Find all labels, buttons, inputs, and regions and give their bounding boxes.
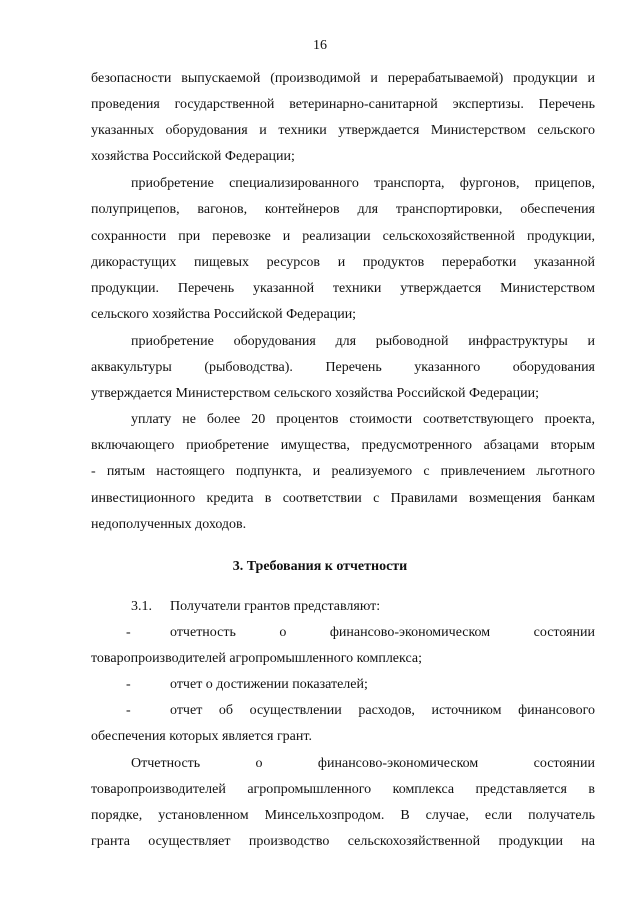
text-line: сохранности при перевозке и реализации сельскохозяйственной продукции,	[91, 229, 595, 244]
bullet-dash: -	[126, 703, 131, 718]
paragraph-start: приобретение оборудования для рыбоводной инфраструктуры и	[131, 334, 595, 349]
bullet-text: товаропроизводителей агропромышленного комплекса;	[91, 651, 422, 666]
bullet-dash: -	[126, 677, 131, 692]
bullet-text: отчетность о финансово-экономическом состоянии	[170, 625, 595, 640]
text-line: полуприцепов, вагонов, контейнеров для транспортировки, обеспечения	[91, 202, 595, 217]
text-line: гранта осуществляет производство сельскохозяйственной продукции на	[91, 834, 595, 849]
bullet-text: отчет о достижении показателей;	[170, 677, 368, 692]
bullet-text: отчет об осуществлении расходов, источником финансового	[170, 703, 595, 718]
text-line: недополученных доходов.	[91, 517, 247, 532]
item-number: 3.1.	[131, 599, 152, 614]
text-line: продукции. Перечень указанной техники утверждается Министерством	[91, 281, 595, 296]
item-text: Получатели грантов представляют:	[170, 599, 381, 614]
text-line: - пятым настоящего подпункта, и реализуемого с привлечением льготного	[91, 464, 595, 479]
paragraph-start: приобретение специализированного транспорта, фургонов, прицепов,	[131, 176, 595, 191]
paragraph-start: Отчетность о финансово-экономическом состоянии	[131, 756, 595, 771]
text-line: сельского хозяйства Российской Федерации;	[91, 307, 357, 322]
bullet-dash: -	[126, 625, 131, 640]
section-heading: 3. Требования к отчетности	[232, 559, 408, 574]
text-line: безопасности выпускаемой (производимой и перерабатываемой) продукции и	[91, 71, 595, 86]
page-number: 16	[313, 38, 327, 53]
text-line: аквакультуры (рыбоводства). Перечень указанного оборудования	[91, 360, 595, 375]
bullet-text: обеспечения которых является грант.	[91, 729, 312, 744]
text-line: дикорастущих пищевых ресурсов и продуктов переработки указанной	[91, 255, 595, 270]
text-line: товаропроизводителей агропромышленного комплекса представляется в	[91, 782, 595, 797]
text-line: порядке, установленном Минсельхозпродом. В случае, если получатель	[91, 808, 595, 823]
text-line: инвестиционного кредита в соответствии с Правилами возмещения банкам	[91, 491, 595, 506]
paragraph-start: уплату не более 20 процентов стоимости соответствующего проекта,	[131, 412, 595, 427]
text-line: проведения государственной ветеринарно-санитарной экспертизы. Перечень	[91, 97, 595, 112]
text-line: включающего приобретение имущества, предусмотренного абзацами вторым	[91, 438, 595, 453]
text-line: хозяйства Российской Федерации;	[91, 149, 295, 164]
text-line: указанных оборудования и техники утверждается Министерством сельского	[91, 123, 595, 138]
text-line: утверждается Министерством сельского хозяйства Российской Федерации;	[91, 386, 540, 401]
